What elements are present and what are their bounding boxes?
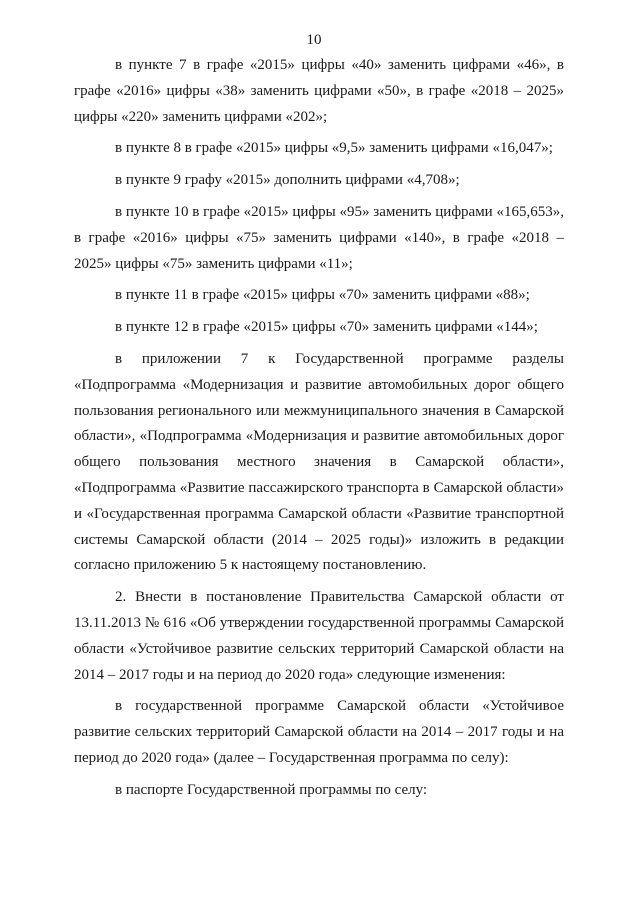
paragraph-appendix-7: в приложении 7 к Государственной программе разделы «Подпрограмма «Модернизация и развитие автомобильных дорог общего пользования регионального или межмуниципального значения в Самарской области», «Подпрограмма «Модернизация и развитие автомобильных дорог общего пользования местного значения в Самарской области», «Подпрограмма «Развитие пассажирского транспорта в Самарской области» и «Государственная программа Самарской области «Развитие транспортной системы Самарской области (2014 – 2025 годы)» изложить в редакции согласно приложению 5 к настоящему постановлению.	[74, 350, 564, 574]
paragraph-item-8: в пункте 8 в графе «2015» цифры «9,5» заменить цифрами «16,047»;	[115, 140, 553, 157]
paragraph-section-2: 2. Внести в постановление Правительства Самарской области от 13.11.2013 № 616 «Об утверждении государственной программы Самарской области «Устойчивое развитие сельских территорий Самарской области на 2014 – 2017 годы и на период до 2020 года» следующие изменения:	[74, 589, 564, 683]
paragraph-item-9: в пункте 9 графу «2015» дополнить цифрами «4,708»;	[115, 172, 460, 189]
paragraph-item-12: в пункте 12 в графе «2015» цифры «70» заменить цифрами «144»;	[115, 319, 538, 336]
paragraph-rural-program: в государственной программе Самарской области «Устойчивое развитие сельских территорий Самарской области на 2014 – 2017 годы и на период до 2020 года» (далее – Государственная программа по селу):	[74, 698, 564, 766]
paragraph-item-7: в пункте 7 в графе «2015» цифры «40» заменить цифрами «46», в графе «2016» цифры «38» заменить цифрами «50», в графе «2018 – 2025» цифры «220» заменить цифрами «202»;	[74, 57, 564, 125]
paragraph-item-10: в пункте 10 в графе «2015» цифры «95» заменить цифрами «165,653», в графе «2016» цифры «75» заменить цифрами «140», в графе «2018 – 2025» цифры «75» заменить цифрами «11»;	[74, 203, 564, 272]
paragraph-item-11: в пункте 11 в графе «2015» цифры «70» заменить цифрами «88»;	[115, 287, 530, 304]
page-number: 10	[306, 32, 322, 48]
paragraph-passport: в паспорте Государственной программы по селу:	[115, 781, 428, 798]
document-body	[74, 53, 564, 804]
